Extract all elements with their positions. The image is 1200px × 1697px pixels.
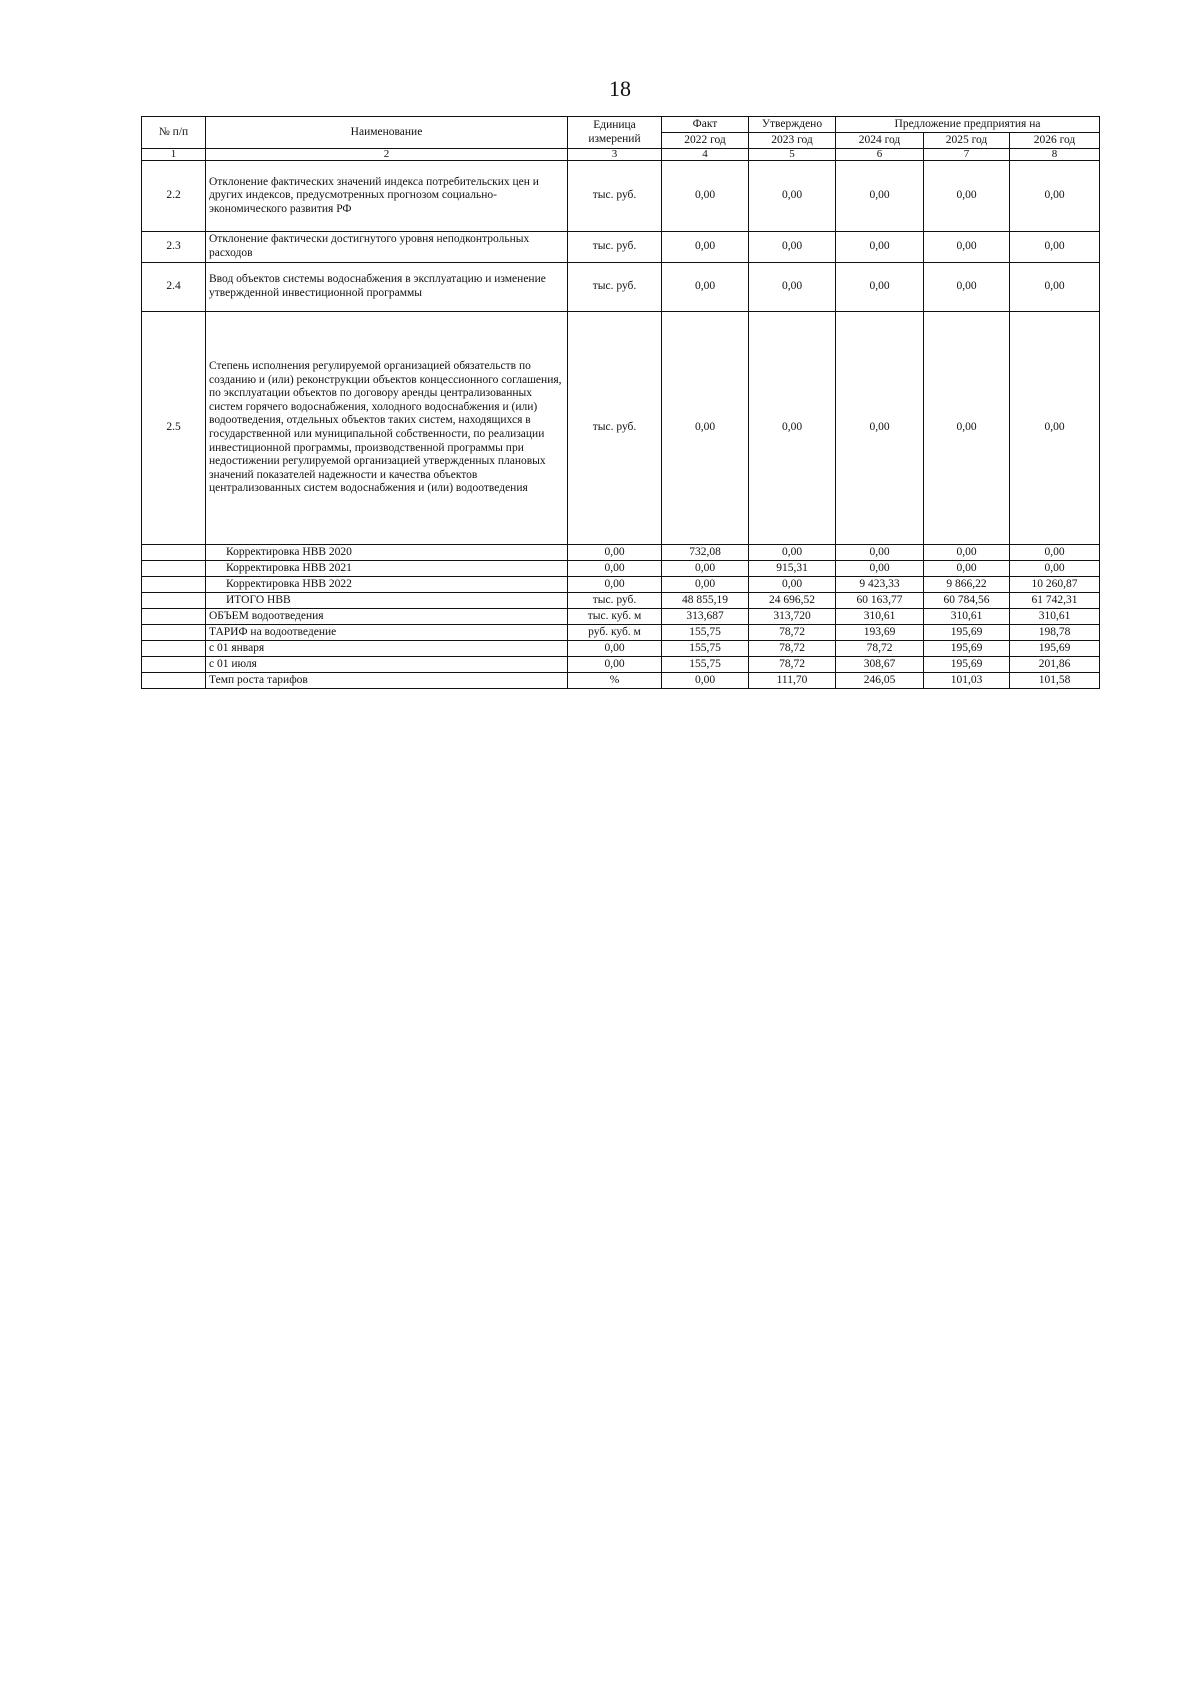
value-2022: 0,00 bbox=[662, 232, 749, 263]
value-2025: 0,00 bbox=[924, 263, 1010, 312]
value-2025: 195,69 bbox=[924, 641, 1010, 657]
row-name: ИТОГО НВВ bbox=[206, 593, 568, 609]
value-2025: 195,69 bbox=[924, 657, 1010, 673]
row-unit: тыс. куб. м bbox=[568, 609, 662, 625]
row-number bbox=[142, 545, 206, 561]
value-2025: 0,00 bbox=[924, 312, 1010, 545]
row-unit: тыс. руб. bbox=[568, 593, 662, 609]
value-2024: 60 163,77 bbox=[836, 593, 924, 609]
row-number bbox=[142, 625, 206, 641]
value-2026: 198,78 bbox=[1010, 625, 1100, 641]
row-unit: тыс. руб. bbox=[568, 263, 662, 312]
value-2025: 195,69 bbox=[924, 625, 1010, 641]
row-name: с 01 января bbox=[206, 641, 568, 657]
value-2022: 155,75 bbox=[662, 657, 749, 673]
value-2022: 0,00 bbox=[662, 161, 749, 232]
value-2024: 308,67 bbox=[836, 657, 924, 673]
value-2026: 61 742,31 bbox=[1010, 593, 1100, 609]
value-2023: 313,720 bbox=[749, 609, 836, 625]
table-row bbox=[142, 641, 1100, 657]
row-number bbox=[142, 609, 206, 625]
value-2026: 101,58 bbox=[1010, 673, 1100, 689]
table-row bbox=[142, 232, 1100, 263]
tariff-table bbox=[141, 116, 1100, 689]
header-year-2023: 2023 год bbox=[749, 133, 836, 149]
column-number: 7 bbox=[924, 149, 1010, 161]
value-2026: 10 260,87 bbox=[1010, 577, 1100, 593]
value-2023: 0,00 bbox=[749, 577, 836, 593]
column-number: 8 bbox=[1010, 149, 1100, 161]
column-number: 5 bbox=[749, 149, 836, 161]
table-row bbox=[142, 609, 1100, 625]
table-row bbox=[142, 673, 1100, 689]
row-unit: % bbox=[568, 673, 662, 689]
row-name: Темп роста тарифов bbox=[206, 673, 568, 689]
value-2023: 78,72 bbox=[749, 641, 836, 657]
header-fact: Факт bbox=[662, 117, 749, 133]
row-unit: тыс. руб. bbox=[568, 232, 662, 263]
value-2023: 111,70 bbox=[749, 673, 836, 689]
value-2026: 0,00 bbox=[1010, 545, 1100, 561]
row-name: Степень исполнения регулируемой организацией обязательств по созданию и (или) реконструкции объектов концессионного соглашения, по эксплуатации объектов по договору аренды централизованных систем горячего водоснабжения, холодного водоснабжения и (или) водоотведения, отдельных объектов таких систем, находящихся в государственной или муниципальной собственности, по реализации инвестиционной программы, производственной программы при недостижении регулируемой организацией утвержденных плановых значений показателей надежности и качества объектов централизованных систем водоснабжения и (или) водоотведения bbox=[206, 312, 568, 545]
header-unit: Единица измерений bbox=[568, 117, 662, 149]
header-approved: Утверждено bbox=[749, 117, 836, 133]
table-row bbox=[142, 312, 1100, 545]
value-2022: 0,00 bbox=[662, 673, 749, 689]
value-2022: 732,08 bbox=[662, 545, 749, 561]
row-name: Корректировка НВВ 2022 bbox=[206, 577, 568, 593]
row-number: 2.2 bbox=[142, 161, 206, 232]
value-2024: 0,00 bbox=[836, 561, 924, 577]
table-row bbox=[142, 545, 1100, 561]
value-2025: 101,03 bbox=[924, 673, 1010, 689]
table-row bbox=[142, 625, 1100, 641]
row-unit: 0,00 bbox=[568, 641, 662, 657]
column-number: 6 bbox=[836, 149, 924, 161]
value-2024: 78,72 bbox=[836, 641, 924, 657]
row-unit: 0,00 bbox=[568, 561, 662, 577]
value-2025: 9 866,22 bbox=[924, 577, 1010, 593]
table-row bbox=[142, 263, 1100, 312]
table-row bbox=[142, 161, 1100, 232]
row-unit: тыс. руб. bbox=[568, 312, 662, 545]
value-2025: 60 784,56 bbox=[924, 593, 1010, 609]
table-row bbox=[142, 577, 1100, 593]
header-year-2026: 2026 год bbox=[1010, 133, 1100, 149]
value-2023: 24 696,52 bbox=[749, 593, 836, 609]
row-unit: 0,00 bbox=[568, 657, 662, 673]
value-2023: 0,00 bbox=[749, 263, 836, 312]
value-2022: 155,75 bbox=[662, 641, 749, 657]
header-year-2024: 2024 год bbox=[836, 133, 924, 149]
value-2022: 0,00 bbox=[662, 577, 749, 593]
value-2022: 0,00 bbox=[662, 312, 749, 545]
row-name: Отклонение фактически достигнутого уровня неподконтрольных расходов bbox=[206, 232, 568, 263]
row-number bbox=[142, 673, 206, 689]
header-name: Наименование bbox=[206, 117, 568, 149]
value-2025: 0,00 bbox=[924, 561, 1010, 577]
column-number: 3 bbox=[568, 149, 662, 161]
row-number: 2.3 bbox=[142, 232, 206, 263]
row-name: Корректировка НВВ 2020 bbox=[206, 545, 568, 561]
row-unit: тыс. руб. bbox=[568, 161, 662, 232]
value-2023: 915,31 bbox=[749, 561, 836, 577]
value-2026: 195,69 bbox=[1010, 641, 1100, 657]
row-number bbox=[142, 593, 206, 609]
row-name: Корректировка НВВ 2021 bbox=[206, 561, 568, 577]
table-row bbox=[142, 657, 1100, 673]
value-2022: 155,75 bbox=[662, 625, 749, 641]
header-proposal: Предложение предприятия на bbox=[836, 117, 1100, 133]
value-2026: 0,00 bbox=[1010, 232, 1100, 263]
value-2023: 0,00 bbox=[749, 232, 836, 263]
value-2024: 0,00 bbox=[836, 312, 924, 545]
column-number: 2 bbox=[206, 149, 568, 161]
value-2023: 0,00 bbox=[749, 161, 836, 232]
column-number: 1 bbox=[142, 149, 206, 161]
page-number: 18 bbox=[609, 76, 631, 101]
value-2023: 78,72 bbox=[749, 625, 836, 641]
header-year-2022: 2022 год bbox=[662, 133, 749, 149]
table-row bbox=[142, 593, 1100, 609]
row-name: ТАРИФ на водоотведение bbox=[206, 625, 568, 641]
value-2026: 0,00 bbox=[1010, 263, 1100, 312]
table-row bbox=[142, 561, 1100, 577]
value-2026: 0,00 bbox=[1010, 561, 1100, 577]
value-2024: 193,69 bbox=[836, 625, 924, 641]
value-2026: 0,00 bbox=[1010, 161, 1100, 232]
value-2026: 0,00 bbox=[1010, 312, 1100, 545]
row-unit: 0,00 bbox=[568, 545, 662, 561]
value-2024: 0,00 bbox=[836, 232, 924, 263]
value-2023: 0,00 bbox=[749, 545, 836, 561]
row-number: 2.4 bbox=[142, 263, 206, 312]
row-number: 2.5 bbox=[142, 312, 206, 545]
value-2024: 0,00 bbox=[836, 263, 924, 312]
value-2026: 201,86 bbox=[1010, 657, 1100, 673]
column-numbers-row bbox=[142, 149, 1100, 161]
value-2024: 310,61 bbox=[836, 609, 924, 625]
column-number: 4 bbox=[662, 149, 749, 161]
value-2024: 0,00 bbox=[836, 545, 924, 561]
value-2022: 0,00 bbox=[662, 263, 749, 312]
header-row-1 bbox=[142, 117, 1100, 133]
row-name: Отклонение фактических значений индекса потребительских цен и других индексов, предусмотренных прогнозом социально-экономического развития РФ bbox=[206, 161, 568, 232]
value-2023: 0,00 bbox=[749, 312, 836, 545]
header-num: № п/п bbox=[142, 117, 206, 149]
row-number bbox=[142, 641, 206, 657]
row-number bbox=[142, 577, 206, 593]
row-name: с 01 июля bbox=[206, 657, 568, 673]
value-2025: 0,00 bbox=[924, 161, 1010, 232]
value-2024: 0,00 bbox=[836, 161, 924, 232]
value-2024: 246,05 bbox=[836, 673, 924, 689]
row-name: ОБЪЕМ водоотведения bbox=[206, 609, 568, 625]
value-2024: 9 423,33 bbox=[836, 577, 924, 593]
value-2026: 310,61 bbox=[1010, 609, 1100, 625]
value-2022: 313,687 bbox=[662, 609, 749, 625]
row-name: Ввод объектов системы водоснабжения в эксплуатацию и изменение утвержденной инвестиционной программы bbox=[206, 263, 568, 312]
value-2022: 48 855,19 bbox=[662, 593, 749, 609]
row-number bbox=[142, 657, 206, 673]
value-2025: 310,61 bbox=[924, 609, 1010, 625]
value-2022: 0,00 bbox=[662, 561, 749, 577]
header-year-2025: 2025 год bbox=[924, 133, 1010, 149]
value-2025: 0,00 bbox=[924, 545, 1010, 561]
value-2025: 0,00 bbox=[924, 232, 1010, 263]
row-unit: 0,00 bbox=[568, 577, 662, 593]
row-number bbox=[142, 561, 206, 577]
row-unit: руб. куб. м bbox=[568, 625, 662, 641]
value-2023: 78,72 bbox=[749, 657, 836, 673]
